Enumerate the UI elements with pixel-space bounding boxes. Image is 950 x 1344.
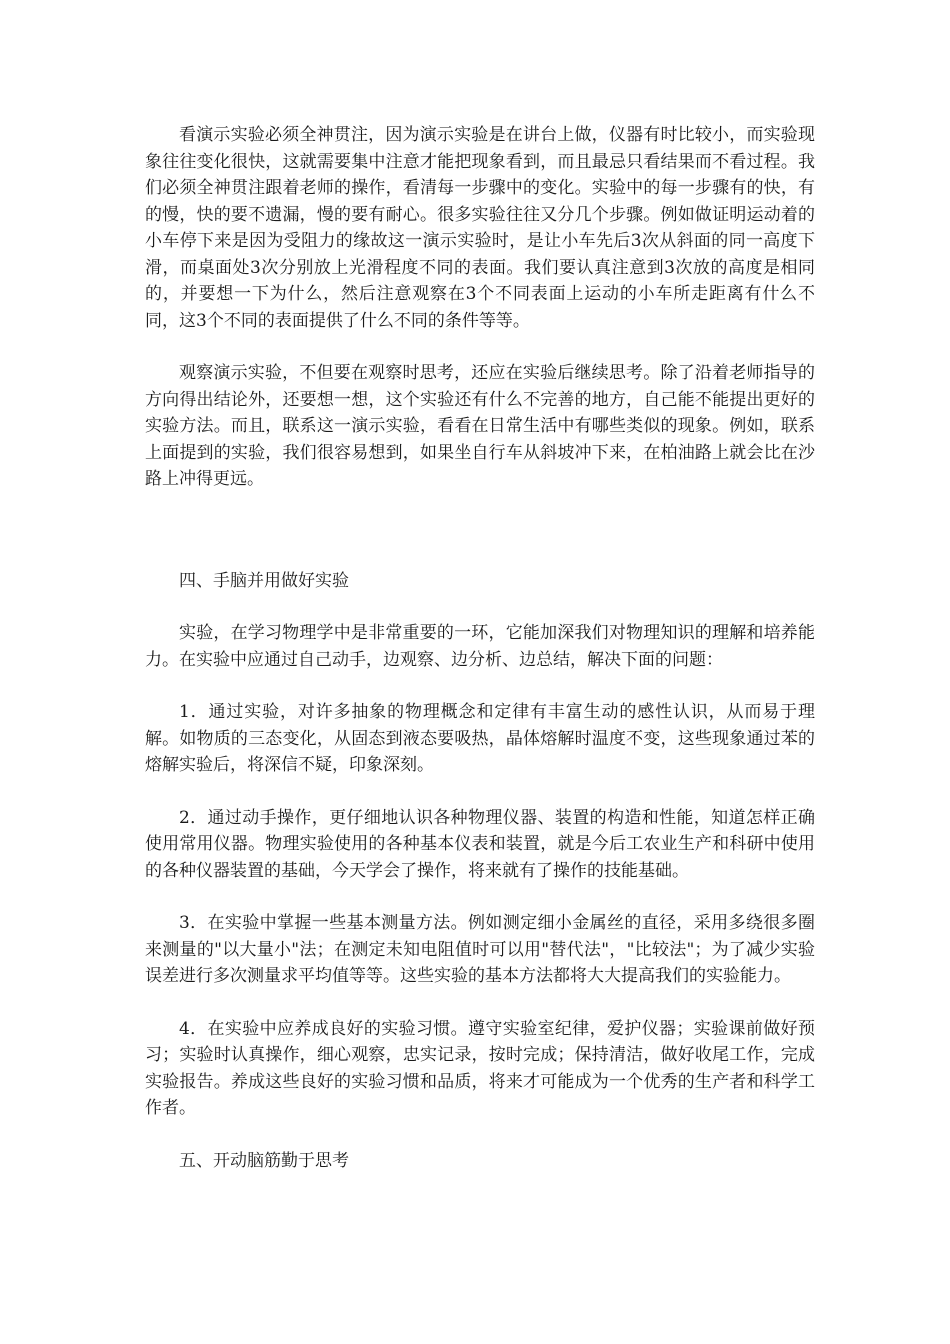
- paragraph-spacer: [145, 594, 815, 620]
- paragraph-demo-thinking: 观察演示实验，不但要在观察时思考，还应在实验后继续思考。除了沿着老师指导的方向得出结论外，还要想一想，这个实验还有什么不完善的地方，自己能不能提出更好的实验方法。而且，联系这一演示实验，看看在日常生活中有哪些类似的现象。例如，联系上面提到的实验，我们很容易想到，如果坐自行车从斜坡冲下来，在柏油路上就会比在沙路上冲得更远。: [145, 363, 815, 489]
- paragraph-spacer: [145, 884, 815, 910]
- list-item-3: 3．在实验中掌握一些基本测量方法。例如测定细小金属丝的直径，采用多绕很多圈来测量的"以大量小"法；在测定未知电阻值时可以用"替代法"，"比较法"；为了减少实验误差进行多次测量求平均值等等。这些实验的基本方法都将大大提高我们的实验能力。: [145, 913, 815, 986]
- paragraph-spacer: [145, 673, 815, 699]
- paragraph-experiment-intro: 实验，在学习物理学中是非常重要的一环，它能加深我们对物理知识的理解和培养能力。在实验中应通过自己动手，边观察、边分析、边总结，解决下面的问题：: [145, 623, 815, 670]
- paragraph-spacer: [145, 1122, 815, 1148]
- paragraph-spacer: [145, 990, 815, 1016]
- document-body: [145, 122, 815, 1174]
- paragraph-demo-attention: 看演示实验必须全神贯注，因为演示实验是在讲台上做，仪器有时比较小，而实验现象往往变化很快，这就需要集中注意才能把现象看到，而且最忌只看结果而不看过程。我们必须全神贯注跟着老师的操作，看清每一步骤中的变化。实验中的每一步骤有的快，有的慢，快的要不遗漏，慢的要有耐心。很多实验往往又分几个步骤。例如做证明运动着的小车停下来是因为受阻力的缘故这一演示实验时，是让小车先后3次从斜面的同一高度下滑，而桌面处3次分别放上光滑程度不同的表面。我们要认真注意到3次放的高度是相同的，并要想一下为什么，然后注意观察在3个不同表面上运动的小车所走距离有什么不同，这3个不同的表面提供了什么不同的条件等等。: [145, 125, 815, 331]
- section-spacer: [145, 493, 815, 547]
- section-spacer: [145, 547, 815, 568]
- paragraph-spacer: [145, 779, 815, 805]
- list-item-4: 4．在实验中应养成良好的实验习惯。遵守实验室纪律，爱护仪器；实验课前做好预习；实验时认真操作，细心观察，忠实记录，按时完成；保持清洁，做好收尾工作，完成实验报告。养成这些良好的实验习惯和品质，将来才可能成为一个优秀的生产者和科学工作者。: [145, 1018, 815, 1118]
- list-item-1: 1．通过实验，对许多抽象的物理概念和定律有丰富生动的感性认识，从而易于理解。如物质的三态变化，从固态到液态要吸热，晶体熔解时温度不变，这些现象通过苯的熔解实验后，将深信不疑，印象深刻。: [145, 702, 815, 775]
- list-item-2: 2．通过动手操作，更仔细地认识各种物理仪器、装置的构造和性能，知道怎样正确使用常用仪器。物理实验使用的各种基本仪表和装置，就是今后工农业生产和科研中使用的各种仪器装置的基础，今天学会了操作，将来就有了操作的技能基础。: [145, 807, 815, 881]
- paragraph-spacer: [145, 334, 815, 360]
- section-heading-5: 五、开动脑筋勤于思考: [179, 1150, 349, 1171]
- section-heading-4: 四、手脑并用做好实验: [179, 570, 349, 591]
